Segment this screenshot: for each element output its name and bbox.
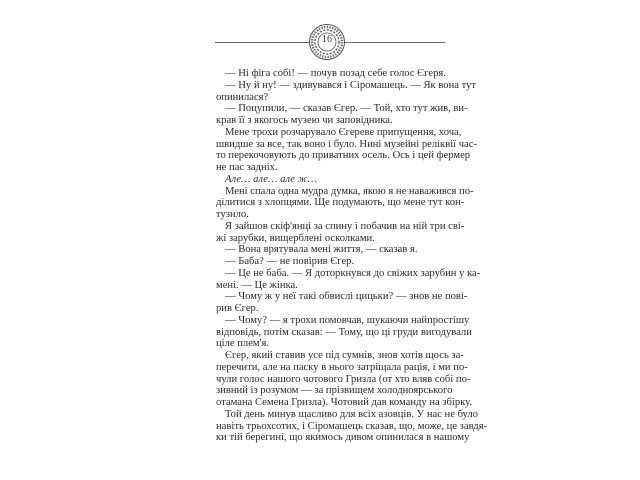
- text-line: жі зарубки, вищерблені осколками.: [216, 232, 375, 244]
- header-rule-right: [344, 42, 445, 43]
- text-line: чули голос нашого чотового Гризла (от хто вляв собі по-: [216, 373, 471, 385]
- body-text: [216, 68, 488, 444]
- text-line: Мені спала одна мудра думка, якою я не наважився по-: [225, 185, 474, 197]
- text-line: Той день минув щасливо для всіх азовців. У нас не було: [225, 408, 478, 420]
- page-number: 16: [322, 34, 332, 45]
- text-line: зивний із розумом — за прізвищем холодноярського: [216, 385, 453, 397]
- text-line: швидше за все, так воно і було. Нині музейні реліквії час-: [216, 138, 477, 150]
- text-line: перечити, але на паску в нього затріщала рація, і ми по-: [216, 361, 468, 373]
- text-line: — Поцупили, — сказав Єгер. — Той, хто тут жив, ви-: [225, 103, 468, 115]
- text-line: тузило.: [216, 209, 249, 220]
- text-line: навіть трьохсотих, і Сіромашець сказав, що, може, це завдя-: [216, 420, 488, 432]
- text-line: опинилася?: [216, 91, 269, 103]
- text-line: — Баба? — не повірив Єгер.: [225, 256, 355, 267]
- text-line: — Чому? — я трохи помовчав, шукаючи найпростішу: [225, 314, 470, 326]
- text-line: — Ні фіга собі! — почув позад себе голос Єгеря.: [225, 68, 446, 79]
- header-rule-left: [215, 42, 310, 43]
- text-line: ділитися з хлопцями. Ще подумають, що мене тут кон-: [216, 197, 465, 209]
- text-line: не пас задніх.: [216, 162, 278, 173]
- text-line: Я зайшов скіф'янці за спину і побачив на ній три сві-: [225, 220, 465, 232]
- text-line: Мене трохи розчарувало Єгереве припущення, хоча,: [225, 126, 462, 138]
- text-line: Єгер, який ставив усе під сумнів, знов хотів щось за-: [225, 350, 464, 361]
- text-line: крав її з якогось музею чи заповідника.: [216, 115, 393, 126]
- text-line: ки тій берегині, що якимось дивом опинилася в нашому: [216, 432, 470, 444]
- text-line: — Це не баба. — Я доторкнувся до свіжих зарубин у ка-: [225, 267, 481, 279]
- text-line: відповідь, потім сказав: — Тому, що ці груди вигодували: [216, 326, 472, 338]
- text-line: — Чому ж у неї такі обвислі цицьки? — знов не пові-: [225, 291, 468, 303]
- text-line: — Вона врятувала мені життя, — сказав я.: [225, 244, 418, 256]
- text-line: отамана Семена Гризла). Чотовий дав команду на збірку.: [216, 397, 473, 408]
- text-line: Але… але… але ж…: [225, 173, 317, 185]
- text-line: — Ну й ну! — здивувався і Сіромашець. — Як вона тут: [225, 79, 477, 91]
- text-line: мені. — Це жінка.: [216, 279, 298, 291]
- text-line: то перекочовують до приватних осель. Ось і цей фермер: [216, 150, 471, 162]
- text-line: рив Єгер.: [216, 303, 259, 314]
- text-line: ціле плем'я.: [216, 338, 270, 350]
